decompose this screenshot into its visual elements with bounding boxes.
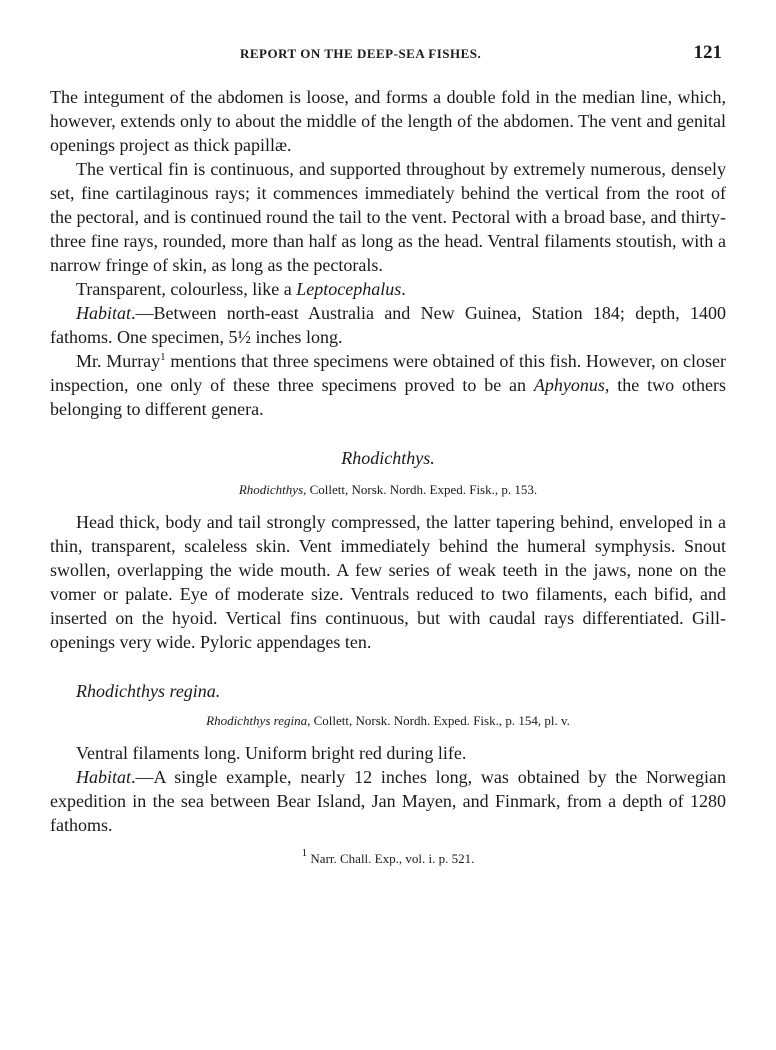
species-reference [50,713,726,729]
paragraph-text: .—Between north-east Australia and New Guinea, Station 184; depth, 1400 fathoms. One specimen, 5½ inches long. [50,303,726,347]
paragraph-text: , the two others belonging to different genera. [50,375,727,419]
running-head: REPORT ON THE DEEP-SEA FISHES. [240,46,482,61]
paragraph-text: Transparent, colourless, like a [76,279,297,299]
taxon-name: Leptocephalus [296,279,402,299]
footnote-marker: 1 [160,351,166,363]
reference-taxon: Rhodichthys [238,482,304,497]
reference-text: , Collett, Norsk. Nordh. Exped. Fisk., p. 153. [303,482,538,497]
paragraph-text: The integument of the abdomen is loose, and forms a double fold in the median line, which, however, extends only to about the middle of the length of the abdomen. The vent and genital openings project as thick papillæ. [50,87,726,155]
paragraph-integument [50,85,726,157]
genus-heading: Rhodichthys. [341,448,435,468]
paragraph-text: Ventral filaments long. Uniform bright red during life. [76,743,467,763]
paragraph-transparent [50,277,726,301]
paragraph-murray [50,349,726,421]
footnote-marker: 1 [301,847,308,859]
taxon-name: Aphyonus [533,375,605,395]
paragraph-text: mentions that three specimens were obtained of this fish. However, on closer inspection, one only of these three specimens proved to be an [50,351,726,395]
page-number: 121 [693,42,722,63]
habitat-label: Habitat [76,767,132,787]
paragraph-text: . [401,279,406,299]
paragraph-text: Mr. Murray [76,351,161,371]
paragraph-habitat [50,301,726,349]
page-header [240,42,722,68]
footnote [50,847,726,867]
paragraph-text: Head thick, body and tail strongly compressed, the latter tapering behind, enveloped in a thin, transparent, scaleless skin. Vent immediately behind the humeral symphysis. Snout swollen, overlapping the wide mouth. A few series of weak teeth in the jaws, none on the vomer or palate. Eye of moderate size. Ventrals reduced to two filaments, each bifid, and inserted on the hyoid. Vertical fins continuous, but with caudal rays differentiated. Gill-openings very wide. Pyloric appendages ten. [50,512,726,652]
paragraph-vertical-fin [50,157,726,277]
paragraph-text: The vertical fin is continuous, and supported throughout by extremely numerous, densely set, fine cartilaginous rays; it commences immediately behind the vertical from the root of the pectoral, and is continued round the tail to the vent. Pectoral with a broad base, and thirty-three fine rays, rounded, more than half as long as the head. Ventral filaments stoutish, with a narrow fringe of skin, as long as the pectorals. [50,159,726,275]
paragraph-species-habitat [50,765,726,837]
reference-text: , Collett, Norsk. Nordh. Exped. Fisk., p. 154, pl. v. [307,713,570,728]
reference-taxon: Rhodichthys regina [206,713,308,728]
genus-reference [50,482,726,498]
footnote-text: Narr. Chall. Exp., vol. i. p. 521. [307,851,475,866]
paragraph-ventral-filaments [50,741,726,765]
paragraph-text: .—A single example, nearly 12 inches long, was obtained by the Norwegian expedition in the sea between Bear Island, Jan Mayen, and Finmark, from a depth of 1280 fathoms. [50,767,726,835]
habitat-label: Habitat [76,303,132,323]
paragraph-genus-description [50,510,726,654]
species-heading: Rhodichthys regina. [76,681,221,701]
